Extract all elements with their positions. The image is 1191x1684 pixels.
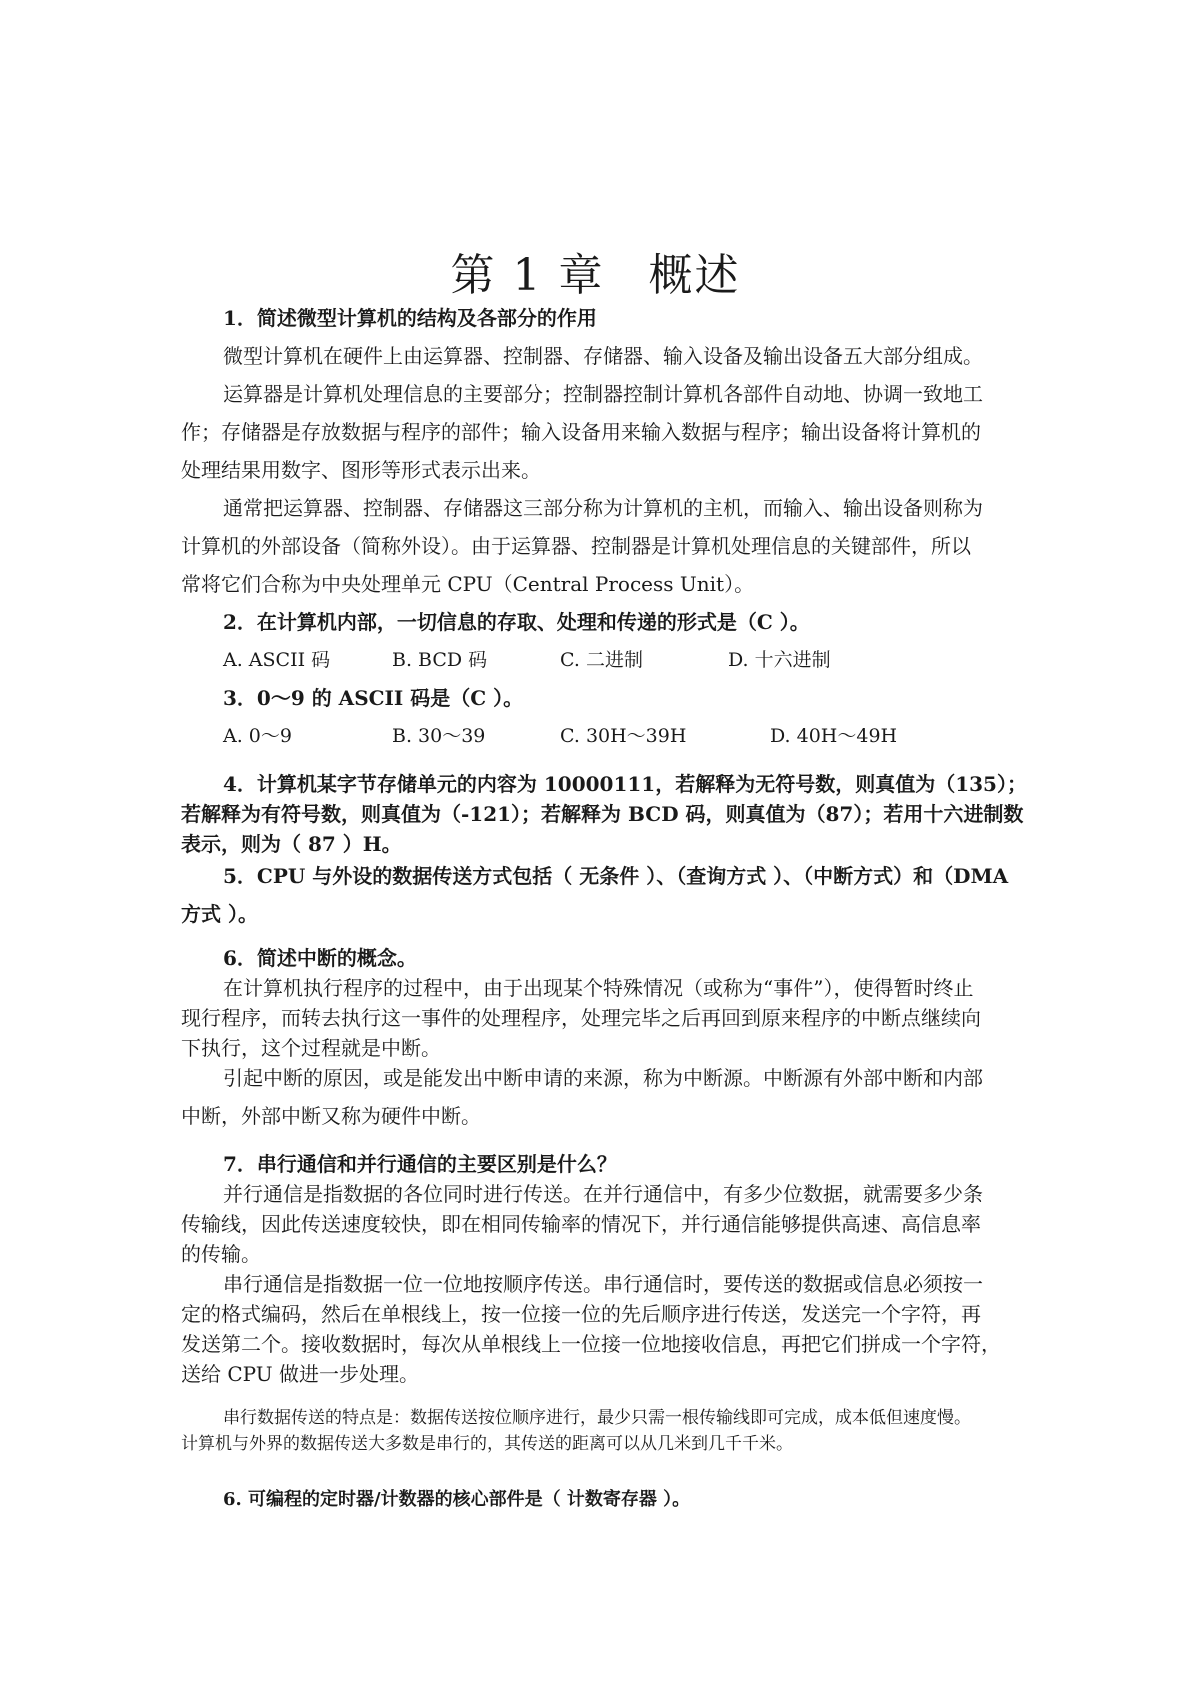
question-4-line: 表示，则为（ 87 ）H。 xyxy=(181,832,402,856)
q6-paragraph-line: 中断，外部中断又称为硬件中断。 xyxy=(181,1104,481,1128)
question-3-heading: 3．0～9 的 ASCII 码是（C ）。 xyxy=(223,686,524,710)
chapter-name: 概述 xyxy=(648,250,741,301)
q7-paragraph-line: 并行通信是指数据的各位同时进行传送。在并行通信中，有多少位数据，就需要多少条 xyxy=(223,1182,983,1206)
q1-paragraph-line: 常将它们合称为中央处理单元 CPU（Central Process Unit）。 xyxy=(181,572,755,596)
question-7-heading: 7．串行通信和并行通信的主要区别是什么？ xyxy=(223,1152,617,1176)
q7-paragraph-line: 传输线，因此传送速度较快，即在相同传输率的情况下，并行通信能够提供高速、高信息率 xyxy=(181,1212,981,1236)
q2-option-d: D. 十六进制 xyxy=(728,649,831,671)
q7-paragraph-line: 定的格式编码，然后在单根线上，按一位接一位的先后顺序进行传送，发送完一个字符，再 xyxy=(181,1302,981,1326)
q7-paragraph-line: 串行通信是指数据一位一位地按顺序传送。串行通信时，要传送的数据或信息必须按一 xyxy=(223,1272,983,1296)
question-6-heading: 6．简述中断的概念。 xyxy=(223,946,417,970)
q2-option-c: C. 二进制 xyxy=(560,649,643,671)
chapter-title xyxy=(0,248,1191,304)
q6-paragraph-line: 在计算机执行程序的过程中，由于出现某个特殊情况（或称为“事件”），使得暂时终止 xyxy=(223,976,974,1000)
q6-paragraph-line: 引起中断的原因，或是能发出中断申请的来源，称为中断源。中断源有外部中断和内部 xyxy=(223,1066,983,1090)
q1-paragraph-line: 通常把运算器、控制器、存储器这三部分称为计算机的主机，而输入、输出设备则称为 xyxy=(223,496,983,520)
question-4-line: 若解释为有符号数，则真值为（-121）；若解释为 BCD 码，则真值为（87）；若用十六进制数 xyxy=(181,802,1024,826)
q6-paragraph-line: 下执行，这个过程就是中断。 xyxy=(181,1036,441,1060)
q7-paragraph-line: 发送第二个。接收数据时，每次从单根线上一位接一位地接收信息，再把它们拼成一个字符， xyxy=(181,1332,1001,1356)
chapter-number: 第 1 章 xyxy=(450,250,605,301)
q1-paragraph-line: 计算机的外部设备（简称外设）。由于运算器、控制器是计算机处理信息的关键部件，所以 xyxy=(181,534,971,558)
q7-paragraph-line: 送给 CPU 做进一步处理。 xyxy=(181,1362,419,1386)
q6-paragraph-line: 现行程序，而转去执行这一事件的处理程序，处理完毕之后再回到原来程序的中断点继续向 xyxy=(181,1006,981,1030)
q1-paragraph-line: 处理结果用数字、图形等形式表示出来。 xyxy=(181,458,541,482)
q7-note-line: 串行数据传送的特点是：数据传送按位顺序进行，最少只需一根传输线即可完成，成本低但速度慢。 xyxy=(223,1408,971,1428)
q7-note-line: 计算机与外界的数据传送大多数是串行的，其传送的距离可以从几米到几千千米。 xyxy=(181,1434,793,1454)
question-5-line: 方式 ）。 xyxy=(181,902,258,926)
q7-paragraph-line: 的传输。 xyxy=(181,1242,261,1266)
question-1-heading: 1．简述微型计算机的结构及各部分的作用 xyxy=(223,306,597,330)
q1-paragraph-line: 作；存储器是存放数据与程序的部件；输入设备用来输入数据与程序；输出设备将计算机的 xyxy=(181,420,981,444)
q3-option-b: B. 30～39 xyxy=(392,725,486,747)
q2-option-a: A. ASCII 码 xyxy=(223,649,331,671)
q1-paragraph-line: 运算器是计算机处理信息的主要部分；控制器控制计算机各部件自动地、协调一致地工 xyxy=(223,382,983,406)
q3-option-d: D. 40H～49H xyxy=(770,725,898,747)
question-5-line: 5．CPU 与外设的数据传送方式包括（ 无条件 ）、（查询方式 ）、（中断方式）和（DMA xyxy=(223,864,1009,888)
question-4-line: 4．计算机某字节存储单元的内容为 10000111，若解释为无符号数，则真值为（135）； xyxy=(223,772,1027,796)
q2-option-b: B. BCD 码 xyxy=(392,649,488,671)
q1-paragraph-line: 微型计算机在硬件上由运算器、控制器、存储器、输入设备及输出设备五大部分组成。 xyxy=(223,344,983,368)
question-timer-counter-heading: 6. 可编程的定时器/计数器的核心部件是（ 计数寄存器 ）。 xyxy=(223,1489,691,1510)
question-2-heading: 2．在计算机内部，一切信息的存取、处理和传递的形式是（C ）。 xyxy=(223,610,810,634)
q3-option-c: C. 30H～39H xyxy=(560,725,687,747)
q3-option-a: A. 0～9 xyxy=(223,725,292,747)
